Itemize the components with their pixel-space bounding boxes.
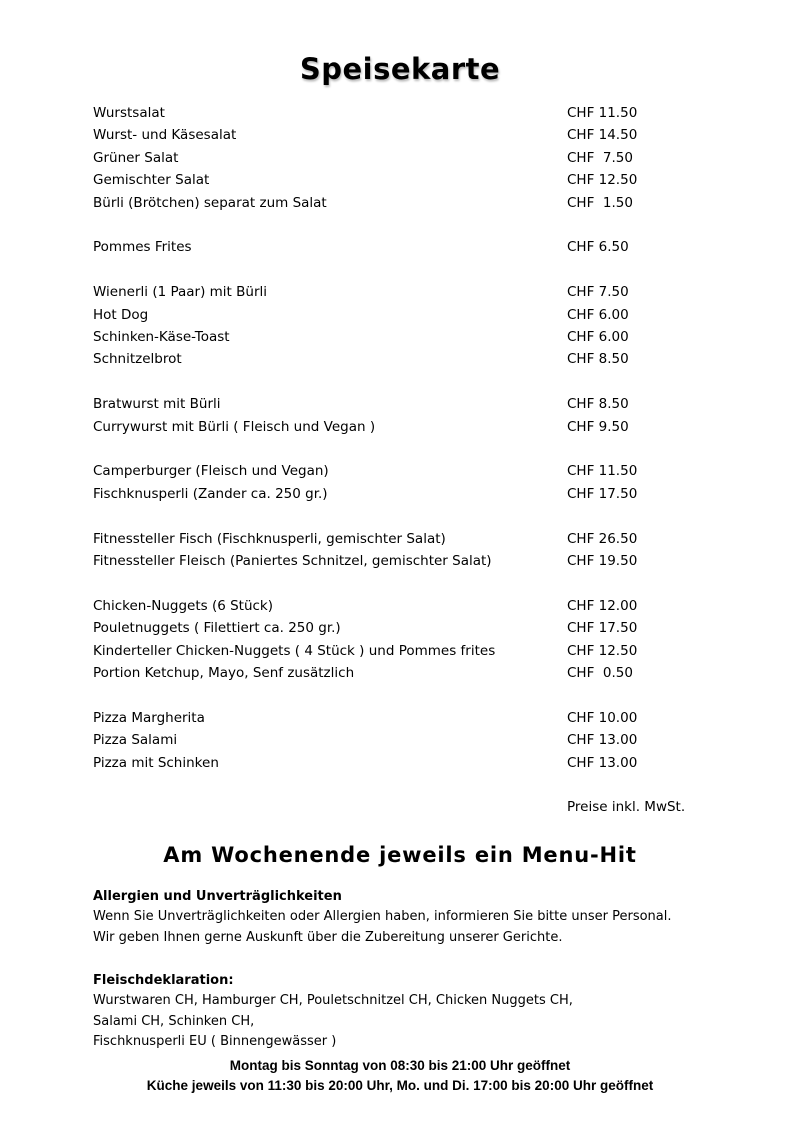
menu-item-row [93,483,707,505]
item-price: CHF 19.50 [567,553,638,570]
menu-group [93,528,707,573]
item-name: Wurst- und Käsesalat [93,127,237,144]
item-name: Pizza Margherita [93,709,205,726]
menu-group [93,281,707,371]
menu-item-row [93,281,707,303]
menu-group [93,102,707,214]
menu-item-row [93,416,707,438]
item-name: Wienerli (1 Paar) mit Bürli [93,284,268,301]
menu-group [93,707,707,774]
menu-item-row [93,348,707,370]
item-price: CHF 17.50 [567,620,638,637]
item-name: Camperburger (Fleisch und Vegan) [93,463,329,480]
menu-item-row [93,617,707,639]
menu-item-row [93,192,707,214]
item-price: CHF 8.50 [567,396,629,413]
menu-item-row [93,393,707,415]
item-name: Pouletnuggets ( Filettiert ca. 250 gr.) [93,620,341,637]
item-price: CHF 11.50 [567,105,638,121]
menu-group [93,460,707,505]
menu-item-row [93,236,707,258]
item-price: CHF 17.50 [567,485,638,502]
item-name: Portion Ketchup, Mayo, Senf zusätzlich [93,665,355,682]
meat-declaration-heading: Fleischdeklaration: [93,972,234,988]
item-name: Gemischter Salat [93,172,210,189]
item-price: CHF 1.50 [567,194,633,211]
item-name: Bratwurst mit Bürli [93,396,221,413]
item-name: Fischknusperli (Zander ca. 250 gr.) [93,485,328,502]
item-price: CHF 10.00 [567,709,638,726]
menu-item-row [93,169,707,191]
menu-item-row [93,595,707,617]
item-name: Schinken-Käse-Toast [93,329,230,346]
item-name: Hot Dog [93,306,149,323]
menu-item-row [93,640,707,662]
menu-item-row [93,326,707,348]
item-price: CHF 13.00 [567,732,638,749]
item-name: Schnitzelbrot [93,351,182,368]
opening-hours [93,1056,707,1096]
menu-item-row [93,147,707,169]
meat-declaration-line: Salami CH, Schinken CH, [93,1013,255,1029]
menu-group [93,236,707,258]
menu-item-row [93,752,707,774]
item-price: CHF 6.00 [567,306,629,323]
menu-item-row [93,124,707,146]
item-price: CHF 8.50 [567,351,629,368]
item-name: Pizza mit Schinken [93,754,219,771]
meat-declaration-line: Wurstwaren CH, Hamburger CH, Pouletschnitzel CH, Chicken Nuggets CH, [93,993,573,1009]
menu-item-row [93,460,707,482]
item-name: Fitnessteller Fisch (Fischknusperli, gemischter Salat) [93,530,446,547]
item-name: Currywurst mit Bürli ( Fleisch und Vegan ) [93,418,376,435]
menu-item-row [93,102,707,124]
item-price: CHF 12.50 [567,642,638,659]
meat-declaration-line: Fischknusperli EU ( Binnengewässer ) [93,1034,337,1050]
item-name: Fitnessteller Fleisch (Paniertes Schnitzel, gemischter Salat) [93,553,492,570]
item-price: CHF 26.50 [567,530,638,547]
item-price: CHF 6.00 [567,329,629,346]
allergy-lines [93,907,707,948]
menu-groups [93,102,707,774]
page-title: Speisekarte [299,52,501,86]
item-name: Grüner Salat [93,149,179,166]
item-name: Kinderteller Chicken-Nuggets ( 4 Stück ) und Pommes frites [93,642,496,659]
opening-hours-line: Montag bis Sonntag von 08:30 bis 21:00 Uhr geöffnet [229,1058,571,1074]
item-price: CHF 9.50 [567,418,629,435]
menu-item-row [93,662,707,684]
item-price: CHF 7.50 [567,284,629,301]
menu-group [93,595,707,685]
item-name: Wurstsalat [93,105,165,121]
item-price: CHF 11.50 [567,463,638,480]
item-name: Chicken-Nuggets (6 Stück) [93,597,274,614]
item-price: CHF 13.00 [567,754,638,771]
item-price: CHF 7.50 [567,149,633,166]
allergy-heading: Allergien und Unverträglichkeiten [93,888,342,904]
opening-hours-line: Küche jeweils von 11:30 bis 20:00 Uhr, Mo. und Di. 17:00 bis 20:00 Uhr geöffnet [146,1078,654,1094]
vat-note: Preise inkl. MwSt. [567,799,686,816]
weekend-banner: Am Wochenende jeweils ein Menu-Hit [163,842,637,867]
meat-declaration-lines [93,991,707,1053]
item-price: CHF 6.50 [567,239,629,256]
menu-item-row [93,707,707,729]
item-price: CHF 12.00 [567,597,638,614]
item-price: CHF 14.50 [567,127,638,144]
item-price: CHF 12.50 [567,172,638,189]
menu-item-row [93,528,707,550]
allergy-line: Wir geben Ihnen gerne Auskunft über die Zubereitung unserer Gerichte. [93,930,563,946]
item-name: Pizza Salami [93,732,178,749]
allergy-line: Wenn Sie Unverträglichkeiten oder Allergien haben, informieren Sie bitte unser Personal. [93,909,672,925]
menu-group [93,393,707,438]
item-name: Bürli (Brötchen) separat zum Salat [93,194,327,211]
item-price: CHF 0.50 [567,665,633,682]
menu-item-row [93,304,707,326]
menu-item-row [93,550,707,572]
item-name: Pommes Frites [93,239,192,256]
allergy-section [93,887,707,949]
menu-item-row [93,729,707,751]
meat-declaration-section [93,971,707,1053]
